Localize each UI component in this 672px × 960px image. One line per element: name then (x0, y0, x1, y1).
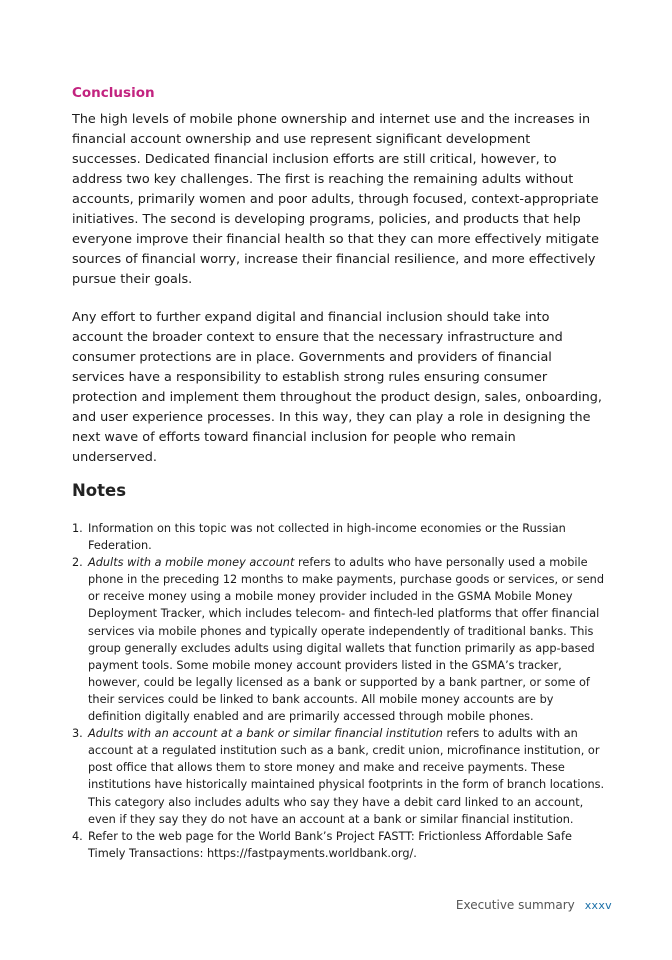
note-number: 4. (72, 829, 83, 843)
page-footer (456, 898, 612, 912)
note-term: Adults with a mobile money account (88, 556, 295, 570)
notes-list (72, 520, 607, 862)
note-item (72, 828, 607, 862)
note-text: refers to adults with an account at a regulated institution such as a bank, credit union, microfinance institution, or post office that allows them to store money and make and receive payments. These institutions have historically maintained physical footprints in the form of branch locations. This category also includes adults who say they have a debit card linked to an account, even if they say they do not have an account at a bank or similar financial institution. (88, 727, 605, 826)
note-number: 1. (72, 522, 83, 535)
notes-heading: Notes (72, 481, 127, 500)
conclusion-paragraph-2: Any effort to further expand digital and financial inclusion should take into account the broader context to ensure that the necessary infrastructure and consumer protections are in place. Governments and providers of financial services have a responsibility to establish strong rules ensuring consumer protection and implement them throughout the product design, sales, onboarding, and user experience processes. In this way, they can play a role in designing the next wave of efforts toward financial inclusion for people who remain underserved. (72, 310, 602, 465)
note-item (72, 554, 607, 725)
note-item (72, 520, 607, 554)
conclusion-paragraph-1: The high levels of mobile phone ownership and internet use and the increases in financial account ownership and use represent significant development successes. Dedicated financial inclusion efforts are still critical, however, to address two key challenges. The first is reaching the remaining adults without accounts, primarily women and poor adults, through focused, context-appropriate initiatives. The second is developing programs, policies, and products that help everyone improve their financial health so that they can more effectively mitigate sources of financial worry, increase their financial resilience, and more effectively pursue their goals. (72, 112, 599, 287)
note-text: refers to adults who have personally used a mobile phone in the preceding 12 months to make payments, purchase goods or services, or send or receive money using a mobile money provider included in the GSMA Mobile Money Deployment Tracker, which includes telecom- and fintech-led platforms that offer financial services via mobile phones and typically operate independently of traditional banks. This group generally excludes adults using digital wallets that function primarily as app-based payment tools. Some mobile money account providers listed in the GSMA’s tracker, however, could be legally licensed as a bank or supported by a bank partner, or some of their services could be linked to bank accounts. All mobile money accounts are by definition digitally enabled and are primarily accessed through mobile phones. (88, 556, 604, 724)
note-item (72, 725, 607, 828)
note-number: 2. (72, 556, 83, 570)
section-heading-conclusion: Conclusion (72, 85, 155, 101)
note-text: Information on this topic was not collected in high-income economies or the Russian Federation. (88, 522, 566, 553)
note-text: Refer to the web page for the World Bank’s Project FASTT: Frictionless Affordable Safe Timely Transactions: https://fastpayments.worldbank.org/. (88, 829, 572, 860)
note-number: 3. (72, 727, 83, 741)
page-number: xxxv (584, 899, 612, 912)
footer-section-title: Executive summary (455, 898, 575, 912)
note-term: Adults with an account at a bank or similar financial institution (88, 727, 443, 741)
